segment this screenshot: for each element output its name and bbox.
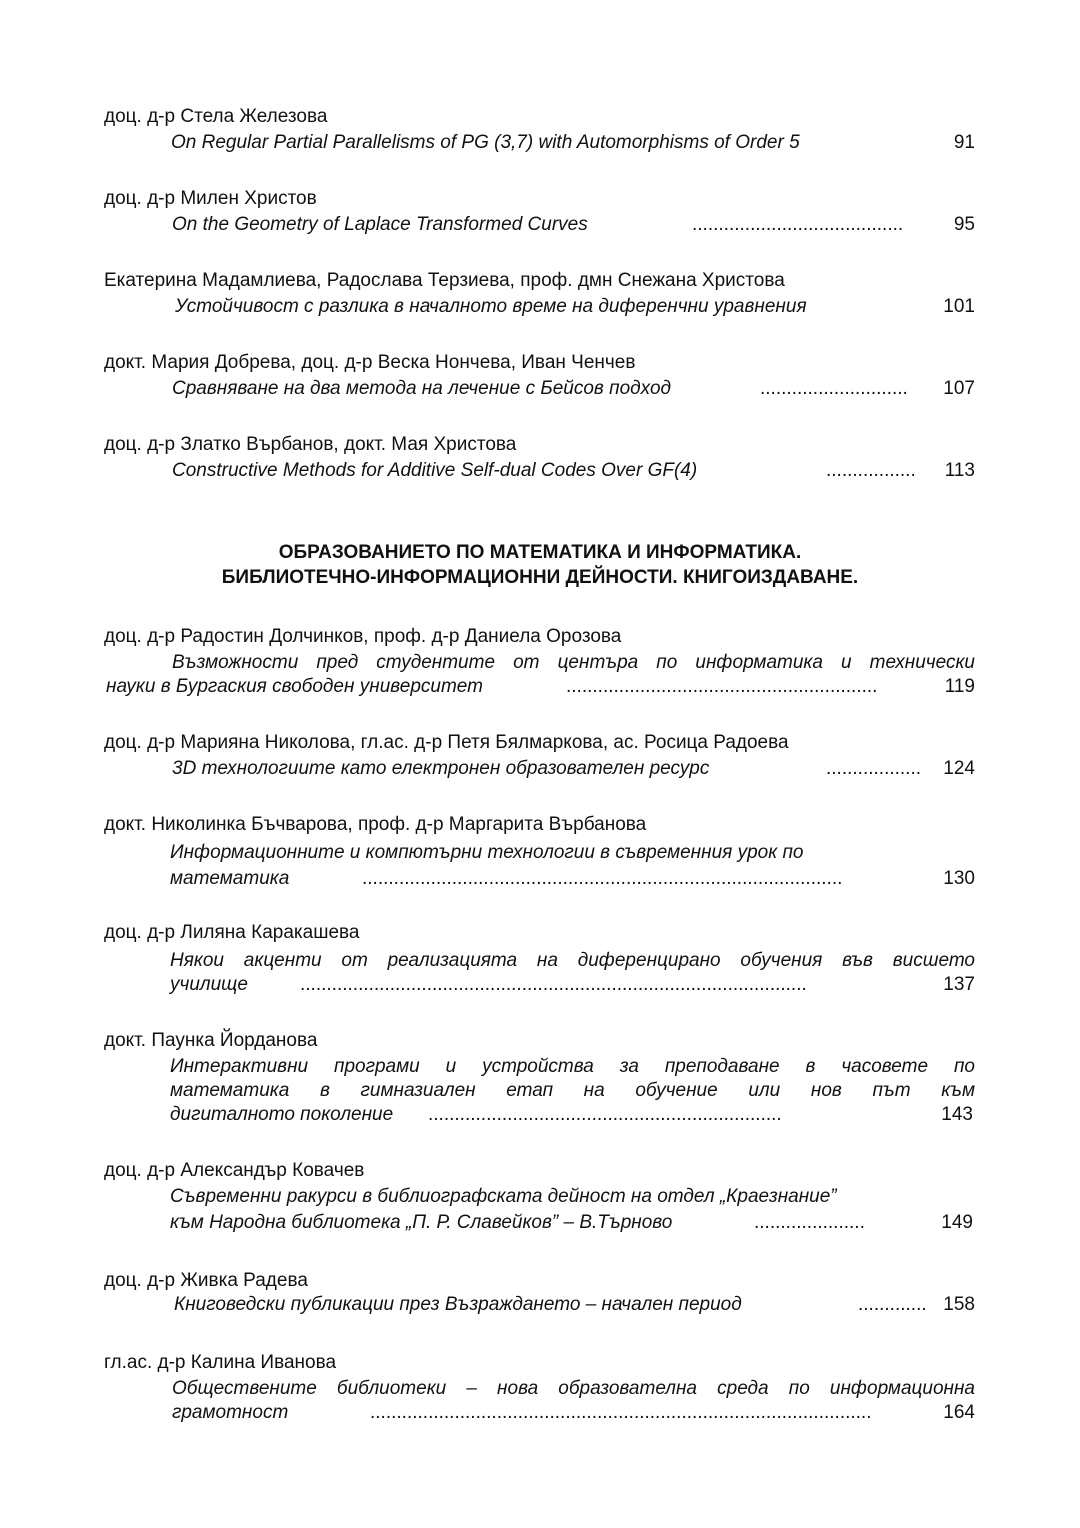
entry-title-line: дигиталното поколение — [170, 1104, 394, 1125]
entry-title: On the Geometry of Laplace Transformed Curves — [172, 214, 588, 235]
entry-title-line: математика — [170, 868, 290, 889]
entry-title-line: 3D технологиите като електронен образователен ресурс — [172, 758, 710, 779]
entry-authors: докт. Николинка Бъчварова, проф. д-р Маргарита Върбанова — [104, 814, 647, 835]
entry-title-line: Съвременни ракурси в библиографската дейност на отдел „Краезнание” — [170, 1186, 837, 1207]
entry-title: On Regular Partial Parallelisms of PG (3,7) with Automorphisms of Order 5 — [171, 132, 800, 153]
entry-authors: Екатерина Мадамлиева, Радослава Терзиева, проф. дмн Снежана Христова — [104, 270, 785, 291]
entry-title-line: училище — [170, 974, 248, 995]
entry-title-line: грамотност — [172, 1402, 289, 1423]
page-number: 164 — [943, 1402, 975, 1423]
leader-dots: ................. — [826, 460, 916, 481]
page-number: 158 — [943, 1294, 975, 1315]
entry-title: Constructive Methods for Additive Self-dual Codes Over GF(4) — [172, 460, 698, 481]
entry-title-line: Възможности пред студентите от центъра по информатика и технически — [172, 652, 975, 673]
entry-authors: доц. д-р Стела Железова — [104, 106, 328, 127]
page-number: 149 — [941, 1212, 973, 1233]
page-number: 107 — [943, 378, 975, 399]
entry-authors: докт. Паунка Йорданова — [104, 1030, 318, 1051]
entry-title-line: Книговедски публикации през Възраждането – начален период — [174, 1294, 742, 1315]
entry-authors: доц. д-р Александър Ковачев — [104, 1160, 365, 1181]
leader-dots: ............................ — [760, 378, 908, 399]
entry-title-line: Информационните и компютърни технологии в съвременния урок по — [170, 842, 804, 863]
leader-dots: ............. — [858, 1294, 927, 1315]
page-number: 95 — [953, 214, 975, 235]
entry-authors: доц. д-р Златко Върбанов, докт. Мая Христова — [104, 434, 517, 455]
leader-dots: ..................... — [754, 1212, 865, 1233]
entry-title-line: към Народна библиотека „П. Р. Славейков” – В.Търново — [170, 1212, 673, 1233]
entry-title-line: Някои акценти от реализацията на диференцирано обучения във висшето — [170, 950, 975, 971]
section-heading-line: ОБРАЗОВАНИЕТО ПО МАТЕМАТИКА И ИНФОРМАТИКА. — [278, 542, 802, 563]
page-number: 113 — [944, 460, 975, 481]
leader-dots: ............................................................................................... — [370, 1402, 872, 1423]
entry-authors: доц. д-р Живка Радева — [104, 1270, 308, 1291]
entry-title-line: Интерактивни програми и устройства за преподаване в часовете по — [170, 1056, 975, 1077]
page-number: 119 — [944, 676, 975, 697]
entry-authors: доц. д-р Милен Христов — [104, 188, 317, 209]
entry-title-line: математика в гимназиален етап на обучение или нов път към — [170, 1080, 975, 1101]
entry-authors: доц. д-р Лиляна Каракашева — [104, 922, 360, 943]
entry-title: Сравняване на два метода на лечение с Бейсов подход — [172, 378, 672, 399]
page-number: 124 — [943, 758, 975, 779]
entry-authors: гл.ас. д-р Калина Иванова — [104, 1352, 337, 1373]
page-number: 91 — [953, 132, 975, 153]
page-number: 137 — [943, 974, 975, 995]
entry-title: Устойчивост с разлика в началното време на диференчни уравнения — [175, 296, 807, 317]
page-number: 130 — [943, 868, 975, 889]
entry-title-line: Обществените библиотеки – нова образователна среда по информационна — [172, 1378, 975, 1399]
page-number: 101 — [943, 296, 975, 317]
leader-dots: ................................................................... — [428, 1104, 782, 1125]
leader-dots: ........................................................... — [566, 676, 878, 697]
leader-dots: ........................................ — [692, 214, 904, 235]
entry-authors: доц. д-р Радостин Долчинков, проф. д-р Даниела Орозова — [104, 626, 622, 647]
leader-dots: ........................................................................................... — [362, 868, 843, 889]
entry-authors: доц. д-р Марияна Николова, гл.ас. д-р Петя Бялмаркова, ас. Росица Радоева — [104, 732, 789, 753]
leader-dots: ................................................................................................ — [300, 974, 807, 995]
entry-authors: докт. Мария Добрева, доц. д-р Веска Нончева, Иван Ченчев — [104, 352, 636, 373]
section-heading-line: БИБЛИОТЕЧНО-ИНФОРМАЦИОННИ ДЕЙНОСТИ. КНИГОИЗДАВАНЕ. — [221, 567, 859, 588]
page-number: 143 — [941, 1104, 973, 1125]
leader-dots: .................. — [826, 758, 922, 779]
entry-title-line: науки в Бургаския свободен университет — [106, 676, 483, 697]
section-heading — [0, 540, 1080, 590]
